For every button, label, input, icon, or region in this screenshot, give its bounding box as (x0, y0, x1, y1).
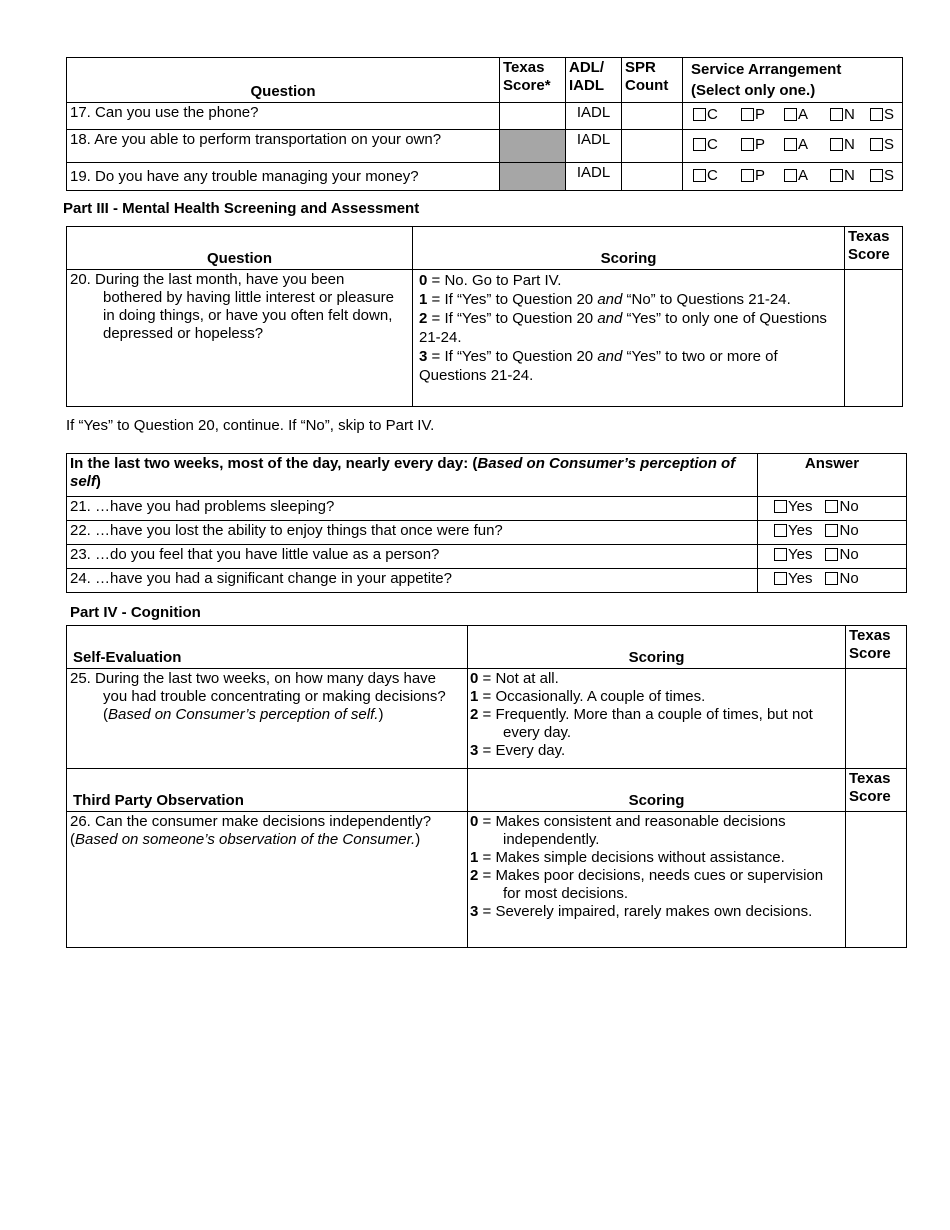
adl-cell: IADL (566, 103, 622, 130)
texas-score-header: Texas Score (846, 626, 907, 669)
scoring-line: 2 = If “Yes” to Question 20 and “Yes” to only one of Questions 21-24. (419, 310, 827, 346)
answer-options: Yes No (758, 497, 907, 521)
texas-score-cell[interactable] (846, 812, 907, 948)
checkbox-yes[interactable] (774, 572, 787, 585)
scoring-line: 3 = If “Yes” to Question 20 and “Yes” to two or more of Questions 21-24. (419, 348, 778, 384)
scoring-line: 1 = If “Yes” to Question 20 and “No” to Questions 21-24. (419, 291, 791, 308)
checkbox-a[interactable] (784, 138, 797, 151)
spr-count-header: SPR Count (622, 58, 683, 103)
spr-count-cell[interactable] (622, 130, 683, 163)
mental-health-table (66, 226, 903, 407)
texas-score-cell[interactable] (845, 270, 903, 407)
checkbox-n[interactable] (830, 169, 843, 182)
service-options: C P A N S (683, 103, 903, 130)
checkbox-c[interactable] (693, 108, 706, 121)
question-26-scoring (468, 812, 846, 948)
answer-options: Yes No (758, 569, 907, 593)
adl-iadl-header: ADL/ IADL (566, 58, 622, 103)
checkbox-yes[interactable] (774, 524, 787, 537)
checkbox-c[interactable] (693, 138, 706, 151)
scoring-line: 2 = Frequently. More than a couple of times, but not every day. (470, 706, 813, 741)
adl-cell: IADL (566, 130, 622, 163)
answer-header: Answer (758, 454, 907, 497)
checkbox-no[interactable] (825, 548, 838, 561)
checkbox-p[interactable] (741, 169, 754, 182)
question-18: 18. Are you able to perform transportation on your own? (67, 130, 500, 163)
question-20-scoring (413, 270, 845, 407)
texas-score-cell[interactable] (846, 669, 907, 769)
texas-score-header: Texas Score (846, 769, 907, 812)
checkbox-p[interactable] (741, 108, 754, 121)
question-25: 25. During the last two weeks, on how many days have you had trouble concentrating or making decisions? (Based on Consumer’s perception of self.) (67, 669, 468, 769)
texas-score-header: Texas Score* (500, 58, 566, 103)
scoring-header: Scoring (468, 769, 846, 812)
scoring-line: 0 = Not at all. (470, 670, 559, 687)
checkbox-n[interactable] (830, 138, 843, 151)
spr-count-cell[interactable] (622, 103, 683, 130)
checkbox-no[interactable] (825, 500, 838, 513)
checkbox-n[interactable] (830, 108, 843, 121)
scoring-line: 0 = Makes consistent and reasonable decisions independently. (470, 813, 786, 848)
adl-cell: IADL (566, 163, 622, 191)
question-25-scoring (468, 669, 846, 769)
question-26: 26. Can the consumer make decisions independently? (Based on someone’s observation of the Consumer.) (67, 812, 468, 948)
spr-count-cell[interactable] (622, 163, 683, 191)
checkbox-a[interactable] (784, 169, 797, 182)
checkbox-c[interactable] (693, 169, 706, 182)
texas-score-cell-shaded (500, 163, 566, 191)
answer-options: Yes No (758, 521, 907, 545)
answer-options: Yes No (758, 545, 907, 569)
screening-header: In the last two weeks, most of the day, nearly every day: (Based on Consumer’s perception of self) (67, 454, 758, 497)
question-23: 23. …do you feel that you have little value as a person? (67, 545, 758, 569)
scoring-line: 1 = Makes simple decisions without assistance. (470, 849, 785, 866)
depression-screening-table (66, 453, 907, 593)
question-header: Question (67, 58, 500, 103)
checkbox-s[interactable] (870, 169, 883, 182)
service-options: C P A N S (683, 163, 903, 191)
part-4-title: Part IV - Cognition (70, 604, 201, 621)
checkbox-no[interactable] (825, 572, 838, 585)
service-arrangement-header: Service Arrangement (Select only one.) (683, 58, 903, 103)
scoring-line: 3 = Severely impaired, rarely makes own decisions. (470, 903, 813, 920)
question-20: 20. During the last month, have you been bothered by having little interest or pleasure in doing things, or have you often felt down, depressed or hopeless? (67, 270, 413, 407)
third-party-header: Third Party Observation (67, 769, 468, 812)
table-row (67, 130, 903, 163)
texas-score-cell[interactable] (500, 103, 566, 130)
scoring-line: 2 = Makes poor decisions, needs cues or supervision for most decisions. (470, 867, 824, 902)
table-row (67, 545, 907, 569)
question-19: 19. Do you have any trouble managing your money? (67, 163, 500, 191)
question-21: 21. …have you had problems sleeping? (67, 497, 758, 521)
checkbox-p[interactable] (741, 138, 754, 151)
question-24: 24. …have you had a significant change in your appetite? (67, 569, 758, 593)
scoring-line: 3 = Every day. (470, 742, 566, 759)
table-row (67, 163, 903, 191)
part-3-title: Part III - Mental Health Screening and Assessment (63, 200, 420, 217)
scoring-header: Scoring (413, 227, 845, 270)
scoring-header: Scoring (468, 626, 846, 669)
checkbox-s[interactable] (870, 138, 883, 151)
scoring-line: 1 = Occasionally. A couple of times. (470, 688, 706, 705)
checkbox-yes[interactable] (774, 500, 787, 513)
skip-instruction: If “Yes” to Question 20, continue. If “No”, skip to Part IV. (66, 417, 435, 434)
checkbox-yes[interactable] (774, 548, 787, 561)
table-row (67, 569, 907, 593)
table-row (67, 103, 903, 130)
checkbox-no[interactable] (825, 524, 838, 537)
cognition-table (66, 625, 907, 948)
question-22: 22. …have you lost the ability to enjoy things that once were fun? (67, 521, 758, 545)
checkbox-s[interactable] (870, 108, 883, 121)
checkbox-a[interactable] (784, 108, 797, 121)
iadl-table (66, 57, 903, 191)
question-header: Question (67, 227, 413, 270)
texas-score-cell-shaded (500, 130, 566, 163)
self-evaluation-header: Self-Evaluation (67, 626, 468, 669)
texas-score-header: Texas Score (845, 227, 903, 270)
question-17: 17. Can you use the phone? (67, 103, 500, 130)
table-row (67, 521, 907, 545)
scoring-line: 0 = No. Go to Part IV. (419, 272, 562, 289)
service-options: C P A N S (683, 130, 903, 163)
table-row (67, 497, 907, 521)
